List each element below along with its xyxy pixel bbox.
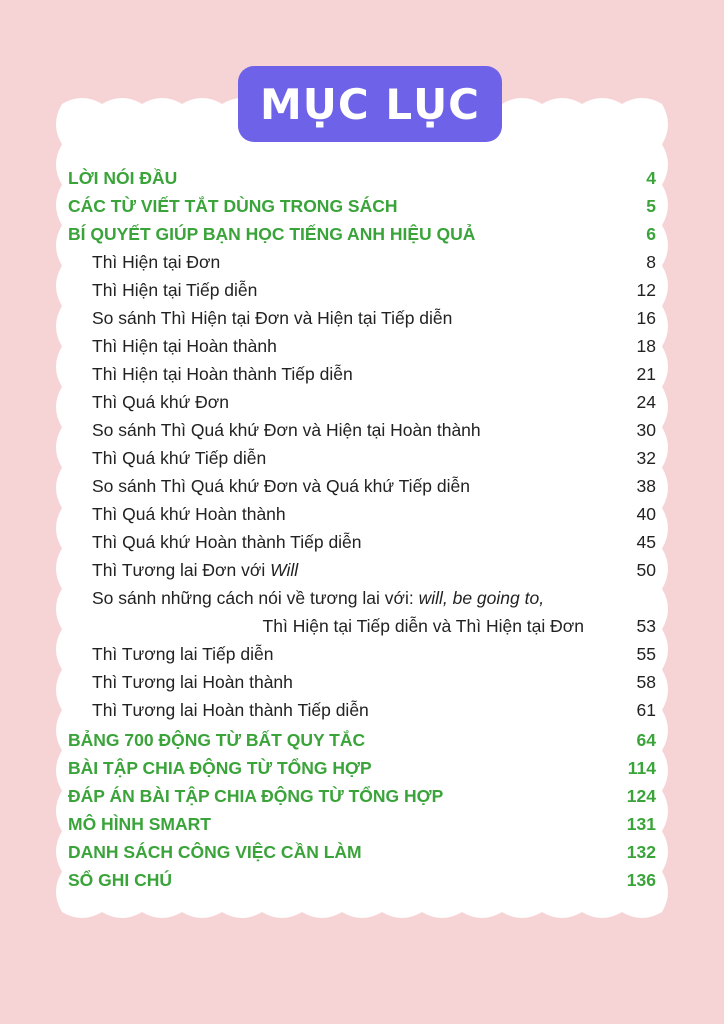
toc-entry-label: So sánh Thì Quá khứ Đơn và Quá khứ Tiếp diễn <box>92 475 470 496</box>
toc-entry-label: MÔ HÌNH SMART <box>68 813 211 834</box>
toc-entry-label: Thì Quá khứ Đơn <box>92 391 229 412</box>
toc-entry[interactable] <box>68 866 656 894</box>
toc-entry-page: 6 <box>646 223 656 244</box>
toc-subentry[interactable] <box>68 640 656 668</box>
toc-entry-page: 132 <box>626 841 656 862</box>
toc-entry-page: 131 <box>626 813 656 834</box>
toc-entry[interactable] <box>68 754 656 782</box>
toc-entry-label: BÍ QUYẾT GIÚP BẠN HỌC TIẾNG ANH HIỆU QUẢ <box>68 223 476 244</box>
toc-entry-page: 40 <box>636 503 656 524</box>
toc-entry-page: 16 <box>636 307 656 328</box>
toc-entry-label-continued: Thì Hiện tại Tiếp diễn và Thì Hiện tại Đơn <box>262 615 584 636</box>
toc-entry-label: Thì Quá khứ Hoàn thành Tiếp diễn <box>92 531 362 552</box>
toc-entry-page: 55 <box>636 643 656 664</box>
toc-entry-page: 136 <box>626 869 656 890</box>
toc-entry-page: 114 <box>627 757 656 778</box>
toc-entry-label: So sánh Thì Quá khứ Đơn và Hiện tại Hoàn thành <box>92 419 481 440</box>
toc-entry-page: 12 <box>636 279 656 300</box>
toc-entry-label: Thì Tương lai Hoàn thành <box>92 671 293 692</box>
toc-entry-label: ĐÁP ÁN BÀI TẬP CHIA ĐỘNG TỪ TỔNG HỢP <box>68 785 444 806</box>
toc-entry-page: 30 <box>636 419 656 440</box>
toc-subentry[interactable] <box>68 472 656 500</box>
toc-entry[interactable] <box>68 726 656 754</box>
toc-entry[interactable] <box>68 782 656 810</box>
toc-entry-page: 45 <box>636 531 656 552</box>
toc-entry-label: BẢNG 700 ĐỘNG TỪ BẤT QUY TẮC <box>68 729 366 750</box>
toc-entry-page: 124 <box>626 785 656 806</box>
toc-entry-page: 58 <box>636 671 656 692</box>
toc-subentry[interactable] <box>68 500 656 528</box>
toc-entry-italic: will, be going to, <box>418 587 545 608</box>
toc-subentry[interactable] <box>68 584 656 612</box>
toc-entry-label: Thì Quá khứ Tiếp diễn <box>92 447 267 468</box>
toc-subentry[interactable] <box>68 332 656 360</box>
toc-entry-label: So sánh Thì Hiện tại Đơn và Hiện tại Tiếp diễn <box>92 307 453 328</box>
toc-entry-page: 21 <box>636 363 656 384</box>
toc-entry-page: 5 <box>646 195 656 216</box>
toc-subentry[interactable] <box>68 388 656 416</box>
toc-entry-page: 24 <box>636 391 656 412</box>
toc-entry-label: LỜI NÓI ĐẦU <box>68 167 178 188</box>
toc-subentry[interactable] <box>68 668 656 696</box>
toc-entry-label: CÁC TỪ VIẾT TẮT DÙNG TRONG SÁCH <box>68 195 398 216</box>
toc-entry-page: 18 <box>636 335 656 356</box>
toc-entry-label: So sánh những cách nói về tương lai với: will, be going to, <box>92 587 545 608</box>
toc-entry-label: Thì Tương lai Tiếp diễn <box>92 643 274 664</box>
toc-entry-page: 4 <box>646 167 656 188</box>
toc-entry[interactable] <box>68 164 656 192</box>
toc-entry-label: DANH SÁCH CÔNG VIỆC CẦN LÀM <box>68 841 362 862</box>
toc-subentry[interactable] <box>68 360 656 388</box>
toc-subentry[interactable] <box>68 556 656 584</box>
toc-subentry[interactable] <box>68 304 656 332</box>
toc-subentry[interactable] <box>68 528 656 556</box>
toc-entry-label: Thì Hiện tại Tiếp diễn <box>92 279 258 300</box>
toc-entry[interactable] <box>68 192 656 220</box>
toc-entry-label: Thì Quá khứ Hoàn thành <box>92 503 286 524</box>
toc-entry-label: Thì Tương lai Đơn với Will <box>92 559 299 580</box>
toc-subentry[interactable] <box>68 248 656 276</box>
toc-entry-page: 8 <box>646 251 656 272</box>
toc-entry-page: 50 <box>636 559 656 580</box>
toc-entry-label: SỔ GHI CHÚ <box>68 869 173 890</box>
toc-subentry[interactable] <box>68 416 656 444</box>
toc-entry[interactable] <box>68 810 656 838</box>
toc-entry-italic: Will <box>270 559 299 580</box>
toc-subentry[interactable] <box>68 276 656 304</box>
page-title: MỤC LỤC <box>238 66 502 142</box>
toc-subentry[interactable] <box>68 696 656 724</box>
toc-subentry[interactable] <box>68 444 656 472</box>
toc-entry-page: 32 <box>636 447 656 468</box>
toc-entry-label: Thì Hiện tại Hoàn thành <box>92 335 277 356</box>
toc-entry-page: 61 <box>636 699 656 720</box>
toc-entry-label: Thì Hiện tại Đơn <box>92 251 221 272</box>
toc-entry-label: Thì Hiện tại Hoàn thành Tiếp diễn <box>92 363 353 384</box>
toc-entry-page: 64 <box>636 729 656 750</box>
toc-entry-page: 38 <box>636 475 656 496</box>
toc-entry[interactable] <box>68 838 656 866</box>
toc-entry-page: 53 <box>636 615 656 636</box>
toc-entry[interactable] <box>68 220 656 248</box>
toc-entry-label: BÀI TẬP CHIA ĐỘNG TỪ TỔNG HỢP <box>68 757 372 778</box>
toc-entry-label: Thì Tương lai Hoàn thành Tiếp diễn <box>92 699 369 720</box>
toc-subentry-continuation[interactable] <box>68 612 656 640</box>
